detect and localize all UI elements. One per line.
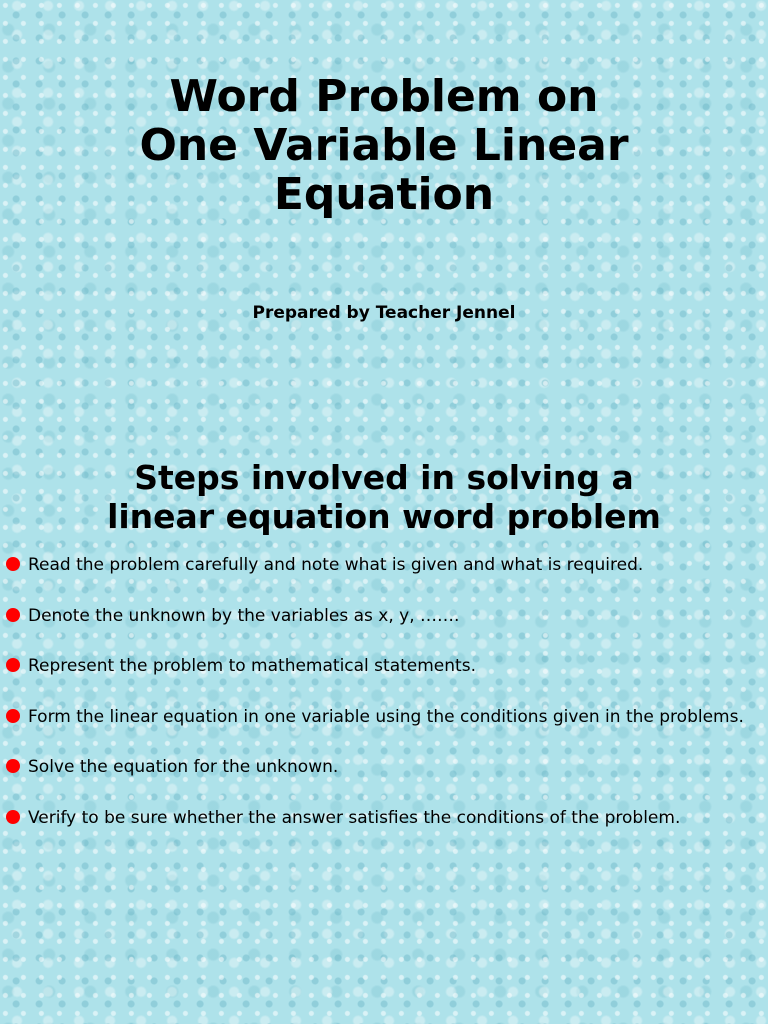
steps-slide [0,420,768,1024]
steps-heading [0,458,768,536]
step-item [6,654,764,679]
bullet-dot-icon [6,709,20,723]
bullet-dot-icon [6,608,20,622]
step-text: Read the problem carefully and note what is given and what is required. [28,555,644,575]
step-text: Verify to be sure whether the answer satisfies the conditions of the problem. [28,807,681,828]
step-text: Solve the equation for the unknown. [28,757,339,777]
heading-line: linear equation word problem [107,497,661,536]
title-line: One Variable Linear [139,120,629,171]
step-item [6,705,764,730]
step-item [6,806,764,831]
author-subtitle: Prepared by Teacher Jennel [252,303,516,323]
bullet-dot-icon [6,658,20,672]
bullet-dot-icon [6,810,20,824]
step-text: Denote the unknown by the variables as x, y, ……. [28,605,460,626]
step-item [6,604,764,629]
step-text: Represent the problem to mathematical statements. [28,656,476,676]
step-item [6,755,764,780]
bullet-dot-icon [6,557,20,571]
page-title [0,72,768,219]
step-item [6,553,764,578]
step-text: Form the linear equation in one variable using the conditions given in the problems. [28,706,744,727]
bullet-dot-icon [6,759,20,773]
step-list [6,553,764,856]
heading-line: Steps involved in solving a [134,458,634,497]
title-line: Equation [273,169,495,220]
title-slide [0,0,768,420]
title-line: Word Problem on [169,71,599,122]
